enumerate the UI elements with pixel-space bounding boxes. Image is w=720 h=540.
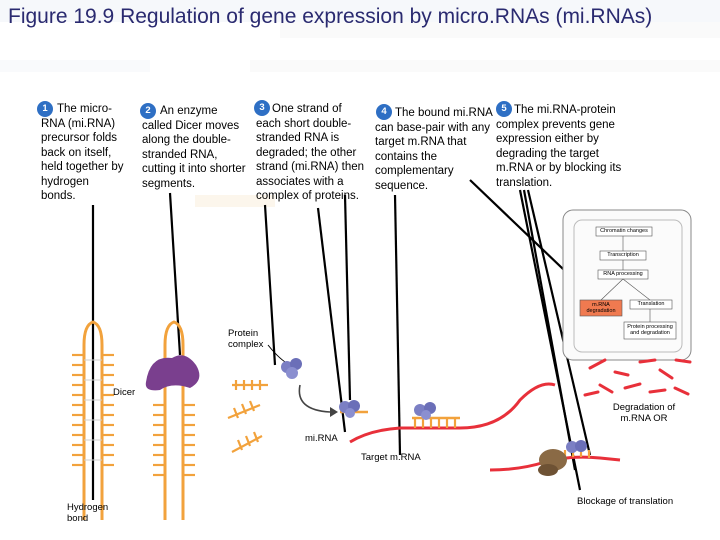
step-2-number: 2 xyxy=(145,105,151,116)
step-3-body: One strand of each short double-stranded RNA is degraded; the other strand (mi.RNA) then associates with a complex of proteins. xyxy=(256,103,365,202)
step-3-text xyxy=(256,102,368,204)
step-1-body: The micro-RNA (mi.RNA) precursor folds back on itself, held together by hydrogen bonds. xyxy=(41,103,124,202)
pointer-line-step2 xyxy=(170,193,180,355)
target-mrna-strand xyxy=(350,384,555,442)
step-1-number: 1 xyxy=(42,103,48,114)
pointer-line-step4b xyxy=(395,195,400,455)
step-3-number: 3 xyxy=(259,102,265,113)
protein-complex-group xyxy=(268,345,368,418)
pointer-line-mirna xyxy=(318,208,345,432)
inset-transcription-label: Transcription xyxy=(607,252,639,258)
step-5-text xyxy=(496,103,622,190)
figure-title: Figure 19.9 Regulation of gene expression by micro.RNAs (mi.RNAs) xyxy=(8,5,653,28)
pointer-lines xyxy=(93,180,590,500)
translation-blockage xyxy=(490,440,620,476)
mirna-label: mi.RNA xyxy=(305,433,338,444)
inset-chromatin-label: Chromatin changes xyxy=(600,228,648,234)
step-4-number: 4 xyxy=(381,106,387,117)
dicer-enzyme xyxy=(146,355,200,390)
hydrogen-bond-label: Hydrogen bond xyxy=(67,502,109,524)
step-4-body: The bound mi.RNA can base-pair with any target m.RNA that contains the complementary sequence. xyxy=(375,107,493,192)
step-5-body: The mi.RNA-protein complex prevents gene expression either by degrading the target m.RNA or by blocking its translation. xyxy=(496,104,622,189)
step-1-text xyxy=(41,102,126,204)
inset-translation-label: Translation xyxy=(637,301,665,307)
blockage-label: Blockage of translation xyxy=(577,496,674,507)
step-4-text xyxy=(375,106,493,193)
target-mrna-label: Target m.RNA xyxy=(361,452,421,463)
dicer-label: Dicer xyxy=(113,387,136,398)
protein-complex-label: Protein complex xyxy=(228,328,264,350)
inset-mrna-degradation-label: m.RNA degradation xyxy=(586,302,616,314)
cut-rna-segments xyxy=(228,380,268,452)
step-5-number: 5 xyxy=(501,103,507,114)
pointer-line-step3b xyxy=(345,195,350,400)
inset-protein-processing-label: Protein processing and degradation xyxy=(627,324,673,336)
step-2-body: An enzyme called Dicer moves along the double-stranded RNA, cutting it into shorter segments. xyxy=(142,105,246,190)
inset-rna-processing-label: RNA processing xyxy=(603,271,643,277)
dicer-hairpin xyxy=(146,322,200,520)
degraded-mrna-fragments xyxy=(585,360,690,395)
step-2-text xyxy=(142,104,247,191)
degradation-label: Degradation of m.RNA OR xyxy=(612,402,676,424)
